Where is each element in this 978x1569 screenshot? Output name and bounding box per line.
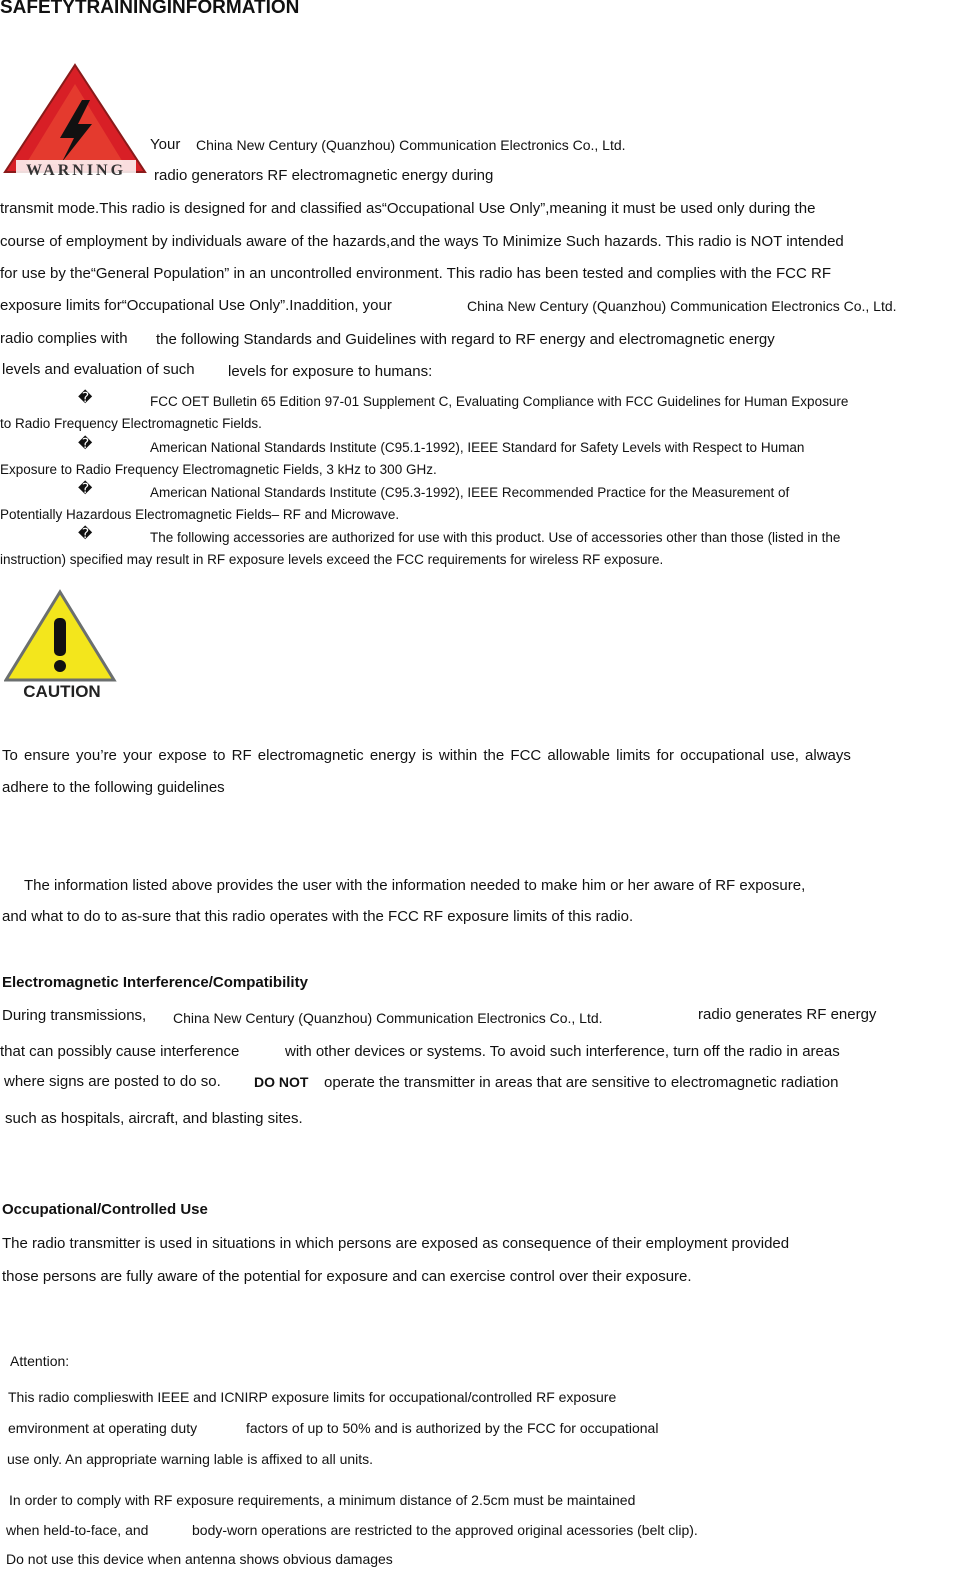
emi-line-2b: with other devices or systems. To avoid such interference, turn off the radio in areas — [285, 1043, 840, 1060]
intro-line-2: radio generators RF electromagnetic energy during — [154, 167, 494, 184]
warning-icon-caption: WARNING — [25, 162, 127, 179]
intro-line-7a: radio complies with — [0, 330, 128, 347]
ensure-line-2: adhere to the following guidelines — [2, 779, 225, 796]
info-line-2: and what to do to as-sure that this radio operates with the FCC RF exposure limits of this radio. — [2, 908, 634, 925]
emi-line-1a: During transmissions, — [2, 1007, 147, 1024]
attention-line-6: Do not use this device when antenna shows obvious damages — [6, 1551, 393, 1567]
bullet-icon: � — [78, 526, 93, 542]
attention-line-4: In order to comply with RF exposure requirements, a minimum distance of 2.5cm must be maintained — [9, 1492, 636, 1508]
emi-line-2a: that can possibly cause interference — [0, 1043, 240, 1060]
standard-4-line-2: instruction) specified may result in RF exposure levels exceed the FCC requirements for wireless RF exposure. — [0, 552, 664, 567]
occupational-line-1: The radio transmitter is used in situations in which persons are exposed as consequence of their employment provided — [2, 1235, 790, 1252]
attention-line-5a: when held-to-face, and — [6, 1522, 149, 1538]
standard-3-line-2: Potentially Hazardous Electromagnetic Fields– RF and Microwave. — [0, 507, 400, 522]
standard-1-line-2: to Radio Frequency Electromagnetic Fields. — [0, 416, 262, 431]
attention-line-2b: factors of up to 50% and is authorized by the FCC for occupational — [246, 1420, 659, 1436]
warning-icon — [2, 62, 148, 184]
attention-line-2a: emvironment at operating duty — [8, 1420, 198, 1436]
caution-icon — [4, 588, 120, 706]
intro-line-5: for use by the“General Population” in an uncontrolled environment. This radio has been tested and complies with the FCC RF — [0, 265, 832, 282]
company-name: China New Century (Quanzhou) Communication Electronics Co., Ltd. — [173, 1010, 603, 1026]
attention-label: Attention: — [10, 1353, 70, 1369]
standard-3-line-1: American National Standards Institute (C95.3-1992), IEEE Recommended Practice for the Measurement of — [150, 485, 790, 500]
attention-line-3: use only. An appropriate warning lable is affixed to all units. — [7, 1451, 374, 1467]
info-line-1: The information listed above provides the user with the information needed to make him or her aware of RF exposure, — [24, 877, 806, 894]
attention-line-5b: body-worn operations are restricted to the approved original acessories (belt clip). — [192, 1522, 698, 1538]
emi-heading: Electromagnetic Interference/Compatibility — [2, 974, 308, 991]
bullet-icon: � — [78, 436, 93, 452]
bullet-icon: � — [78, 390, 93, 406]
bullet-icon: � — [78, 481, 93, 497]
emi-line-3b: operate the transmitter in areas that are sensitive to electromagnetic radiation — [324, 1074, 839, 1091]
standard-4-line-1: The following accessories are authorized for use with this product. Use of accessories other than those (listed in the — [150, 530, 841, 545]
page-title: SAFETYTRAININGINFORMATION — [0, 0, 300, 18]
standard-1-line-1: FCC OET Bulletin 65 Edition 97-01 Supplement C, Evaluating Compliance with FCC Guidelines for Human Exposure — [150, 394, 849, 409]
attention-line-1: This radio complieswith IEEE and ICNIRP exposure limits for occupational/controlled RF exposure — [8, 1389, 617, 1405]
emi-line-1b: radio generates RF energy — [698, 1006, 877, 1023]
emi-do-not: DO NOT — [254, 1074, 309, 1090]
ensure-line-1: To ensure you’re your expose to RF electromagnetic energy is within the FCC allowable limits for occupational use, always — [2, 747, 851, 764]
intro-line-7b: the following Standards and Guidelines with regard to RF energy and electromagnetic energy — [156, 331, 775, 348]
intro-line-3: transmit mode.This radio is designed for and classified as“Occupational Use Only”,meaning it must be used only during the — [0, 200, 816, 217]
emi-line-3a: where signs are posted to do so. — [4, 1073, 221, 1090]
standard-2-line-1: American National Standards Institute (C95.1-1992), IEEE Standard for Safety Levels with Respect to Human — [150, 440, 805, 455]
company-name: China New Century (Quanzhou) Communication Electronics Co., Ltd. — [467, 298, 897, 314]
standard-2-line-2: Exposure to Radio Frequency Electromagnetic Fields, 3 kHz to 300 GHz. — [0, 462, 437, 477]
occupational-heading: Occupational/Controlled Use — [2, 1201, 208, 1218]
caution-icon-caption: CAUTION — [23, 682, 101, 701]
intro-your: Your — [150, 136, 181, 153]
intro-line-8b: levels for exposure to humans: — [228, 363, 433, 380]
intro-line-8a: levels and evaluation of such — [2, 361, 195, 378]
intro-line-4: course of employment by individuals aware of the hazards,and the ways To Minimize Such hazards. This radio is NOT intended — [0, 233, 844, 250]
intro-line-6: exposure limits for“Occupational Use Only”.Inaddition, your — [0, 297, 392, 314]
company-name: China New Century (Quanzhou) Communication Electronics Co., Ltd. — [196, 137, 626, 153]
occupational-line-2: those persons are fully aware of the potential for exposure and can exercise control over their exposure. — [2, 1268, 692, 1285]
emi-line-4: such as hospitals, aircraft, and blasting sites. — [5, 1110, 303, 1127]
